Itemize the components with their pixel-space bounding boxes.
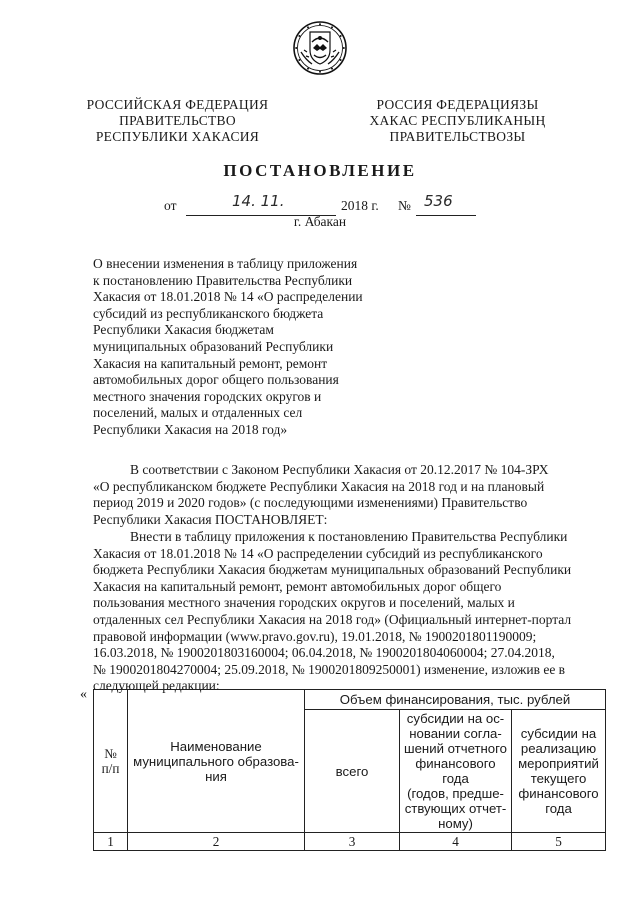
body-line: № 1900201804270004; 25.09.2018, № 1900201809250001) изменение, изложив ее в bbox=[93, 661, 566, 677]
coat-of-arms-emblem bbox=[292, 20, 348, 76]
header-text: Наименование bbox=[170, 738, 262, 754]
body-line: отдаленных сел Республики Хакасия на 2018 год» (Официальный интернет-портал bbox=[93, 611, 572, 627]
header-text: реализацию bbox=[520, 741, 597, 756]
header-right-khakas bbox=[355, 97, 560, 145]
subject-line: к постановлению Правительства Республики bbox=[93, 272, 353, 288]
header-left-line: РОССИЙСКАЯ ФЕДЕРАЦИЯ bbox=[86, 97, 269, 112]
header-right-line: ПРАВИТЕЛЬСТВОЗЫ bbox=[389, 129, 526, 144]
body-line: правовой информации (www.pravo.gov.ru), 19.01.2018, № 1900201801190009; bbox=[93, 628, 537, 644]
header-text: шений отчетного bbox=[404, 741, 507, 756]
body-paragraph-1 bbox=[93, 462, 598, 528]
header-right-line: РОССИЯ ФЕДЕРАЦИЯЗЫ bbox=[376, 97, 539, 112]
financing-table bbox=[93, 689, 606, 851]
subject-line: автомобильных дорог общего пользования bbox=[93, 372, 339, 388]
header-text: (годов, предше- bbox=[407, 786, 504, 801]
header-text: № bbox=[104, 746, 117, 761]
header-cell-current-year-subsidies bbox=[512, 710, 606, 833]
body-line: 16.03.2018, № 1900201803160004; 06.04.2018, № 1900201804060004; 27.04.2018, bbox=[93, 645, 555, 661]
body-line: период 2019 и 2020 годов» (с последующими изменениями) Правительство bbox=[93, 495, 528, 511]
header-text: мероприятий bbox=[518, 756, 599, 771]
header-left-line: ПРАВИТЕЛЬСТВО bbox=[119, 113, 236, 128]
header-text: муниципального образова- bbox=[133, 753, 299, 769]
body-paragraph-2 bbox=[93, 529, 598, 695]
date-year: 2018 г. bbox=[341, 198, 379, 213]
table-numbering-row bbox=[94, 833, 606, 851]
body-line: Внести в таблицу приложения к постановлению Правительства Республики bbox=[130, 529, 568, 544]
header-text: года bbox=[545, 801, 572, 816]
date-prefix: от bbox=[164, 198, 177, 213]
subject-line: Республики Хакасия на 2018 год» bbox=[93, 421, 288, 437]
header-right-line: ХАКАС РЕСПУБЛИКАНЫҢ bbox=[369, 113, 546, 128]
header-text: субсидии на ос- bbox=[406, 711, 505, 726]
header-text: ния bbox=[205, 768, 227, 784]
subject-line: Республики Хакасия бюджетам bbox=[93, 322, 274, 338]
header-text: п/п bbox=[101, 761, 120, 776]
body-line: В соответствии с Законом Республики Хакасия от 20.12.2017 № 104-ЗРХ bbox=[130, 462, 549, 477]
subject-block bbox=[93, 256, 375, 439]
column-number-cell: 3 bbox=[305, 833, 400, 851]
body-line: следующей редакции: bbox=[93, 678, 220, 694]
header-cell-name bbox=[128, 690, 305, 833]
subject-line: поселений, малых и отдаленных сел bbox=[93, 405, 303, 421]
handwritten-date: 14. 11. bbox=[232, 192, 285, 210]
header-text: ствующих отчет- bbox=[404, 801, 507, 816]
header-cell-total: всего bbox=[305, 710, 400, 833]
body-line: Хакасия на капитальный ремонт, ремонт автомобильных дорог общего bbox=[93, 578, 502, 594]
column-number-cell: 4 bbox=[400, 833, 512, 851]
number-sign: № bbox=[398, 198, 411, 213]
subject-line: Хакасия на капитальный ремонт, ремонт bbox=[93, 355, 328, 371]
open-quote: « bbox=[80, 687, 87, 702]
body-line: Хакасия от 18.01.2018 № 14 «О распределении субсидий из республиканского bbox=[93, 545, 543, 561]
header-left-line: РЕСПУБЛИКИ ХАКАСИЯ bbox=[95, 129, 260, 144]
header-text: субсидии на bbox=[520, 726, 597, 741]
subject-line: местного значения городских округов и bbox=[93, 388, 322, 404]
body-line: бюджета Республики Хакасия бюджетам муниципальных образований Республики bbox=[93, 562, 572, 578]
document-title: ПОСТАНОВЛЕНИЕ bbox=[223, 161, 417, 180]
header-text: финансового bbox=[518, 786, 599, 801]
body-line: «О республиканском бюджете Республики Хакасия на 2018 год и на плановый bbox=[93, 478, 545, 494]
header-cell-number bbox=[94, 690, 128, 833]
subject-line: Хакасия от 18.01.2018 № 14 «О распределении bbox=[93, 289, 363, 305]
header-cell-previous-year-subsidies bbox=[400, 710, 512, 833]
header-cell-financing-group: Объем финансирования, тыс. рублей bbox=[305, 690, 606, 710]
header-text: финансового года bbox=[415, 756, 496, 786]
handwritten-number: 536 bbox=[424, 192, 453, 210]
header-text: новании согла- bbox=[409, 726, 502, 741]
header-text: ному) bbox=[438, 816, 473, 831]
column-number-cell: 2 bbox=[128, 833, 305, 851]
column-number-cell: 1 bbox=[94, 833, 128, 851]
city: г. Абакан bbox=[293, 214, 347, 229]
body-line: пользования местного значения городских округов и поселений, малых и bbox=[93, 595, 515, 611]
subject-line: субсидий из республиканского бюджета bbox=[93, 305, 324, 321]
header-text: текущего bbox=[530, 771, 587, 786]
column-number-cell: 5 bbox=[512, 833, 606, 851]
body-line: Республики Хакасия ПОСТАНОВЛЯЕТ: bbox=[93, 511, 328, 527]
header-left-russian bbox=[80, 97, 275, 145]
subject-line: муниципальных образований Республики bbox=[93, 338, 334, 354]
subject-line: О внесении изменения в таблицу приложения bbox=[93, 256, 358, 271]
